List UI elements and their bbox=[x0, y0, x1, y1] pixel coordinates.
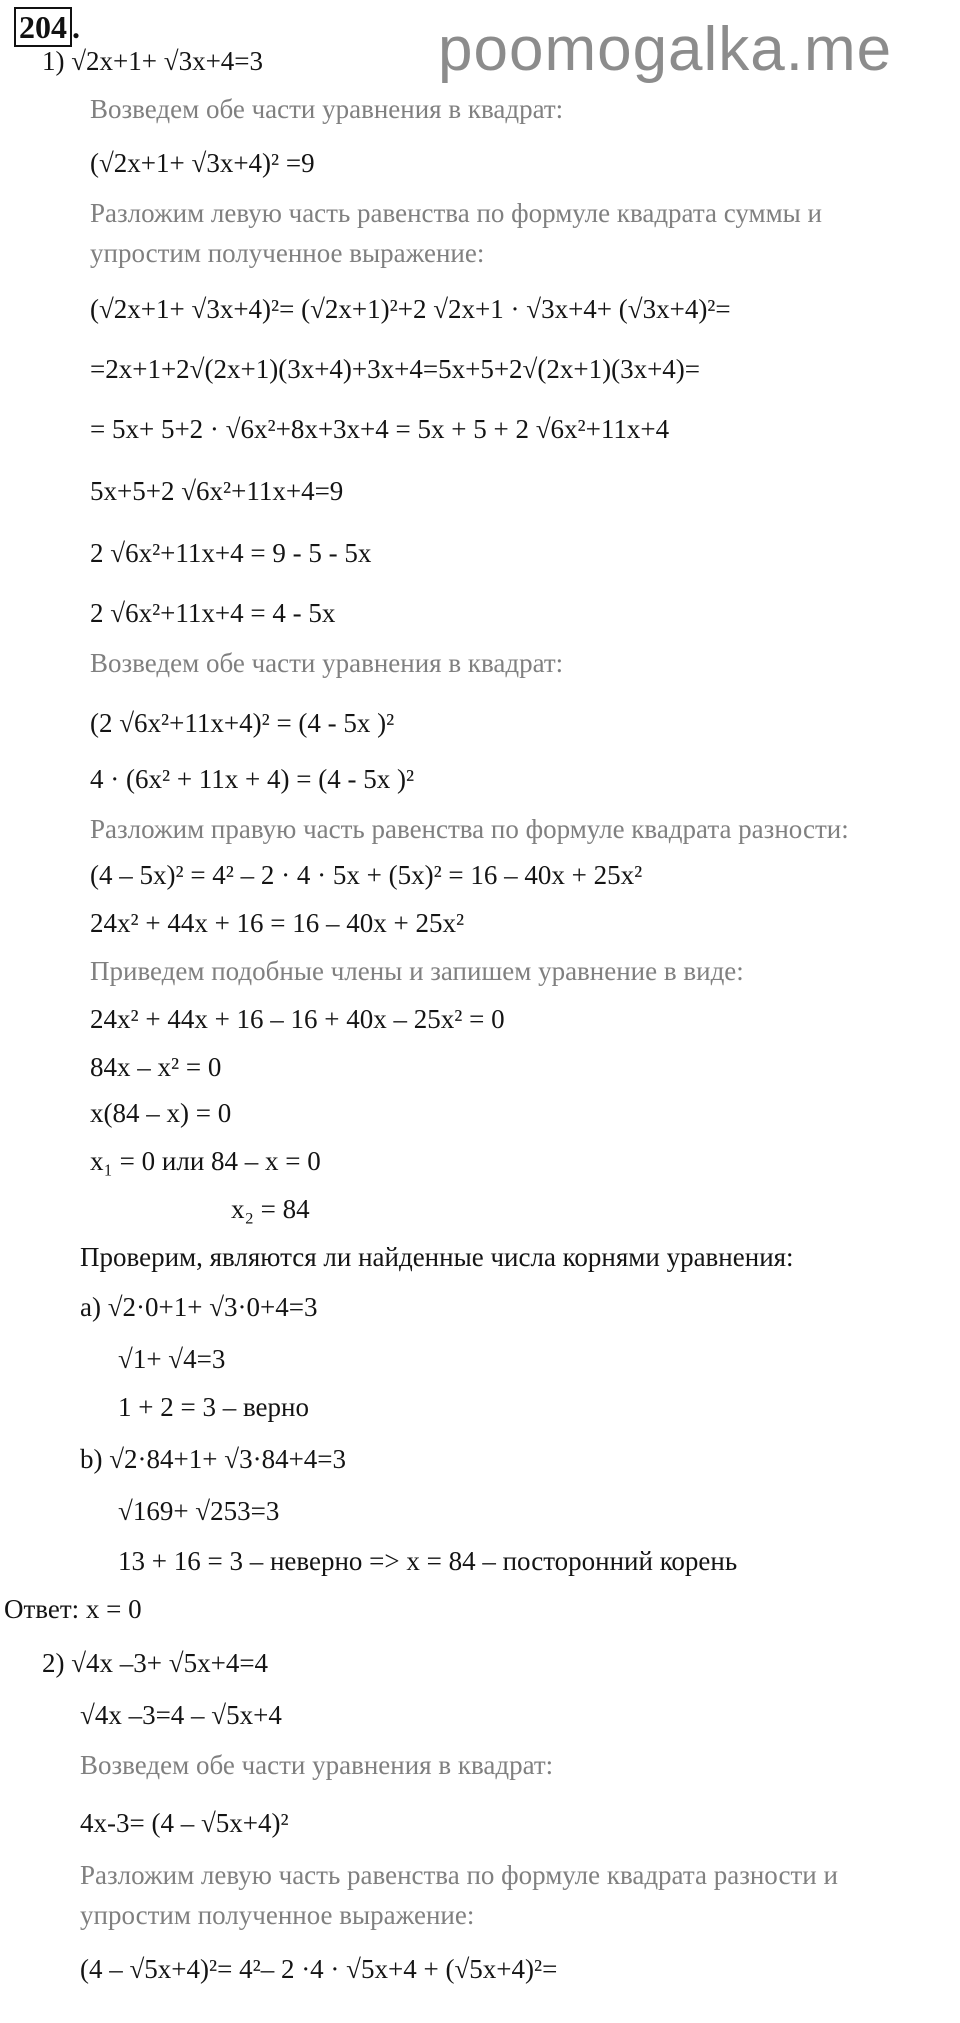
equation-line: 2 √6x²+11x+4 = 9 - 5 - 5x bbox=[90, 538, 372, 568]
equation-line: 1) √2x+1+ √3x+4=3 bbox=[42, 46, 264, 76]
equation-line: x₁ = 0 или 84 – x = 0 bbox=[90, 1146, 321, 1176]
equation-line: x₂ = 84 bbox=[231, 1194, 310, 1224]
equation-line: √4x –3=4 – √5x+4 bbox=[80, 1700, 282, 1730]
equation-line: b) √2·84+1+ √3·84+4=3 bbox=[80, 1444, 347, 1474]
explanation-text: упростим полученное выражение: bbox=[80, 1900, 475, 1930]
explanation-text: упростим полученное выражение: bbox=[90, 238, 485, 268]
equation-line: 4x-3= (4 – √5x+4)² bbox=[80, 1808, 289, 1838]
problem-number-badge: 204 . bbox=[14, 10, 80, 44]
explanation-text: Возведем обе части уравнения в квадрат: bbox=[90, 648, 564, 678]
equation-line: 2 √6x²+11x+4 = 4 - 5x bbox=[90, 598, 336, 628]
equation-line: (4 – √5x+4)²= 4²– 2 ·4 · √5x+4 + (√5x+4)²= bbox=[80, 1954, 558, 1984]
explanation-text: Возведем обе части уравнения в квадрат: bbox=[80, 1750, 554, 1780]
equation-line: = 5x+ 5+2 · √6x²+8x+3x+4 = 5x + 5 + 2 √6x²+11x+4 bbox=[90, 414, 670, 444]
equation-line: (√2x+1+ √3x+4)²= (√2x+1)²+2 √2x+1 · √3x+4+ (√3x+4)²= bbox=[90, 294, 731, 324]
explanation-text: Разложим левую часть равенства по формуле квадрата разности и bbox=[80, 1860, 838, 1890]
explanation-text: Возведем обе части уравнения в квадрат: bbox=[90, 94, 564, 124]
equation-line: 2) √4x –3+ √5x+4=4 bbox=[42, 1648, 269, 1678]
equation-line: (√2x+1+ √3x+4)² =9 bbox=[90, 148, 315, 178]
equation-line: (2 √6x²+11x+4)² = (4 - 5x )² bbox=[90, 708, 395, 738]
explanation-text: Разложим правую часть равенства по формуле квадрата разности: bbox=[90, 814, 849, 844]
equation-line: 5x+5+2 √6x²+11x+4=9 bbox=[90, 476, 344, 506]
equation-line: x(84 – x) = 0 bbox=[90, 1098, 232, 1128]
explanation-text: Разложим левую часть равенства по формуле квадрата суммы и bbox=[90, 198, 822, 228]
watermark: poomogalka.me bbox=[438, 15, 893, 84]
equation-line: Ответ: x = 0 bbox=[4, 1594, 142, 1624]
equation-line: 1 + 2 = 3 – верно bbox=[118, 1392, 309, 1422]
equation-line: =2x+1+2√(2x+1)(3x+4)+3x+4=5x+5+2√(2x+1)(3x+4)= bbox=[90, 354, 701, 384]
equation-line: a) √2·0+1+ √3·0+4=3 bbox=[80, 1292, 318, 1322]
equation-line: Проверим, являются ли найденные числа корнями уравнения: bbox=[80, 1242, 794, 1272]
equation-line: 84x – x² = 0 bbox=[90, 1052, 222, 1082]
equation-line: 4 · (6x² + 11x + 4) = (4 - 5x )² bbox=[90, 764, 415, 794]
equation-line: √169+ √253=3 bbox=[118, 1496, 280, 1526]
equation-line: 24x² + 44x + 16 – 16 + 40x – 25x² = 0 bbox=[90, 1004, 505, 1034]
equation-line: 13 + 16 = 3 – неверно => x = 84 – посторонний корень bbox=[118, 1546, 738, 1576]
equation-line: √1+ √4=3 bbox=[118, 1344, 226, 1374]
equation-line: 24x² + 44x + 16 = 16 – 40x + 25x² bbox=[90, 908, 465, 938]
problem-number: 204 bbox=[14, 7, 72, 47]
equation-line: (4 – 5x)² = 4² – 2 · 4 · 5x + (5x)² = 16 – 40x + 25x² bbox=[90, 860, 643, 890]
explanation-text: Приведем подобные члены и запишем уравнение в виде: bbox=[90, 956, 744, 986]
